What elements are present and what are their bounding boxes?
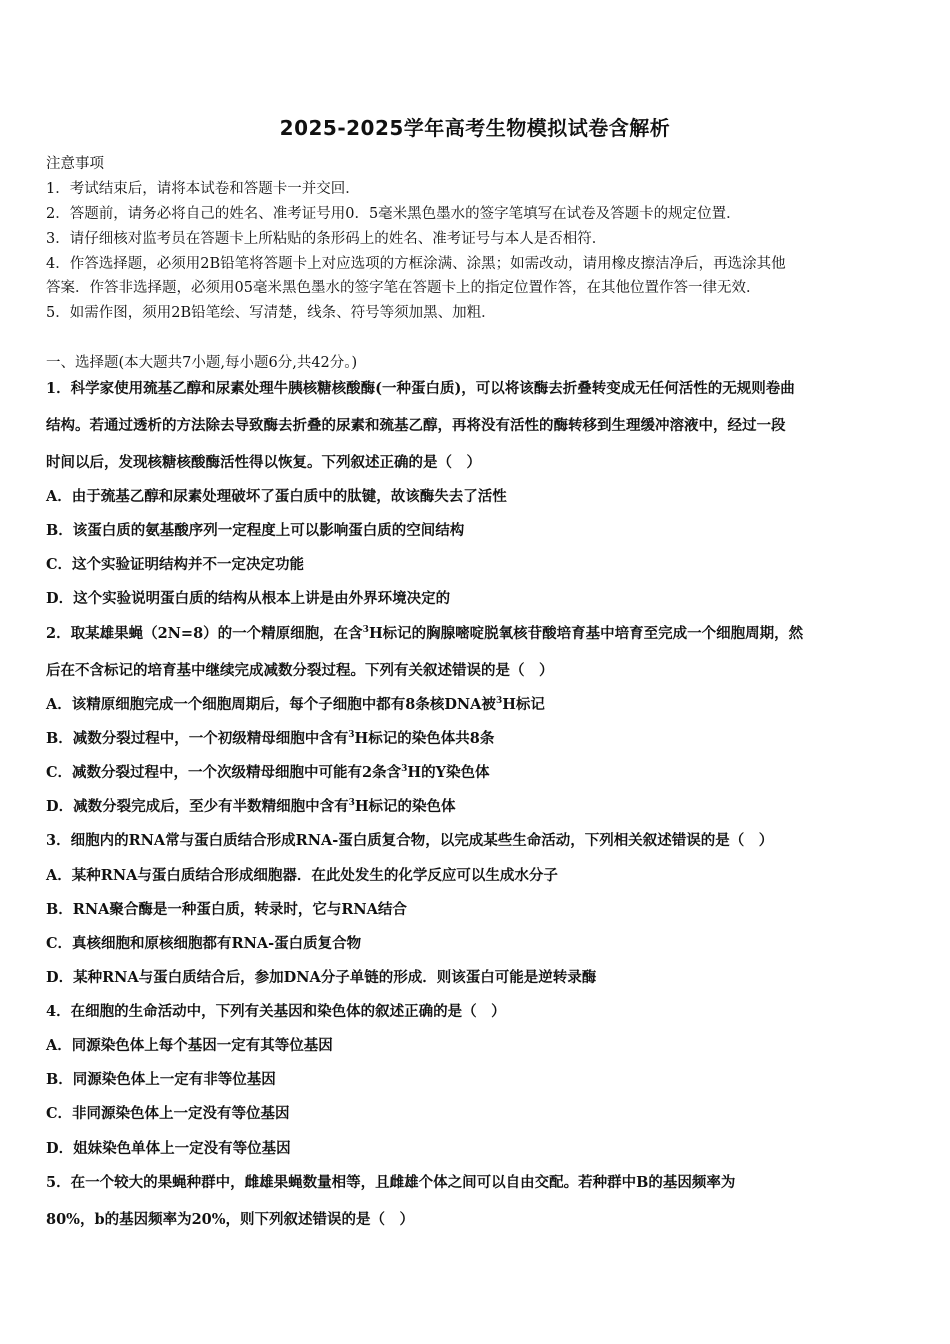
option-text: 该蛋白质的氨基酸序列一定程度上可以影响蛋白质的空间结构	[72, 522, 465, 539]
q3-stem: 3．细胞内的RNA常与蛋白质结合形成RNA-蛋白质复合物，以完成某些生命活动，下列相关叙述错误的是（ ）	[46, 832, 774, 849]
q2-option-a	[46, 693, 545, 714]
q2-stem-part-1: 2．取某雄果蝇（2N=8）的一个精原细胞，在含	[46, 625, 363, 642]
q1-option-d	[46, 587, 450, 608]
option-label: C．	[46, 1105, 73, 1122]
q1-option-c	[46, 553, 304, 574]
option-text: 这个实验证明结构并不一定决定功能	[72, 556, 305, 573]
option-text-pre: 减数分裂过程中，一个次级精母细胞中可能有2条含	[72, 764, 402, 781]
option-text-pre: 减数分裂完成后，至少有半数精细胞中含有	[73, 798, 349, 815]
q1-stem-line-3: 时间以后，发现核糖核酸酶活性得以恢复。下列叙述正确的是（ ）	[46, 454, 481, 471]
q3-option-d	[46, 966, 596, 987]
option-text: 由于巯基乙醇和尿素处理破坏了蛋白质中的肽键，故该酶失去了活性	[71, 488, 507, 505]
option-label: A．	[46, 867, 72, 884]
q4-option-b	[46, 1068, 276, 1089]
q2-option-d	[46, 795, 456, 816]
page-title: 2025-2025学年高考生物模拟试卷含解析	[279, 116, 671, 140]
option-text-post: H的Y染色体	[407, 764, 490, 781]
q1-stem-line-2: 结构。若通过透析的方法除去导致酶去折叠的尿素和巯基乙醇，再将没有活性的酶转移到生理缓冲溶液中，经过一段	[46, 417, 786, 434]
notice-item-4: 4．作答选择题，必须用2B铅笔将答题卡上对应选项的方框涂满、涂黑；如需改动，请用橡皮擦洁净后，再选涂其他	[46, 256, 786, 272]
q5-stem-line-1: 5．在一个较大的果蝇种群中，雌雄果蝇数量相等，且雌雄个体之间可以自由交配。若种群中B的基因频率为	[46, 1174, 736, 1191]
q3-option-a	[46, 864, 558, 885]
option-text: 非同源染色体上一定没有等位基因	[72, 1105, 290, 1122]
q2-stem-line-2: 后在不含标记的培育基中继续完成减数分裂过程。下列有关叙述错误的是（ ）	[46, 662, 554, 679]
q1-stem-line-1: 1．科学家使用巯基乙醇和尿素处理牛胰核糖核酸酶(一种蛋白质)，可以将该酶去折叠转变成无任何活性的无规则卷曲	[46, 380, 795, 397]
q2-stem-line-1	[46, 622, 803, 643]
option-label: B．	[46, 901, 73, 918]
notice-item-2: 2．答题前，请务必将自己的姓名、准考证号用0．5毫米黑色墨水的签字笔填写在试卷及答题卡的规定位置．	[46, 206, 741, 222]
option-label: D．	[46, 1140, 74, 1157]
option-text-post: H标记的染色体	[354, 798, 456, 815]
option-text: 同源染色体上每个基因一定有其等位基因	[71, 1037, 333, 1054]
option-superscript: 3	[348, 798, 355, 808]
notice-item-1: 1．考试结束后，请将本试卷和答题卡一并交回．	[46, 181, 360, 197]
option-text: 这个实验说明蛋白质的结构从根本上讲是由外界环境决定的	[73, 590, 451, 607]
q2-superscript: 3	[362, 625, 369, 635]
option-label: D．	[46, 969, 74, 986]
option-label: A．	[46, 488, 72, 505]
option-label: C．	[46, 764, 73, 781]
q1-option-b	[46, 519, 464, 540]
option-label: B．	[46, 522, 73, 539]
q5-stem-line-2: 80%，b的基因频率为20%，则下列叙述错误的是（ ）	[46, 1211, 415, 1228]
q2-option-b	[46, 727, 494, 748]
option-text: 真核细胞和原核细胞都有RNA-蛋白质复合物	[72, 935, 362, 952]
option-text-post: H标记的染色体共8条	[354, 730, 495, 747]
option-label: D．	[46, 798, 74, 815]
option-label: C．	[46, 935, 73, 952]
q4-option-c	[46, 1102, 290, 1123]
notice-item-4-cont: 答案．作答非选择题，必须用05毫米黑色墨水的签字笔在答题卡上的指定位置作答，在其他位置作答一律无效．	[46, 280, 761, 296]
notice-item-5: 5．如需作图，须用2B铅笔绘、写清楚，线条、符号等须加黑、加粗．	[46, 305, 496, 321]
option-text: 同源染色体上一定有非等位基因	[72, 1071, 276, 1088]
option-text-post: H标记	[502, 696, 545, 713]
option-text: 某种RNA与蛋白质结合后，参加DNA分子单链的形成．则该蛋白可能是逆转录酶	[73, 969, 597, 986]
q2-stem-part-2: H标记的胸腺嘧啶脱氧核苷酸培育基中培育至完成一个细胞周期，然	[368, 625, 804, 642]
q4-option-a	[46, 1034, 333, 1055]
option-label: D．	[46, 590, 74, 607]
option-superscript: 3	[495, 696, 503, 706]
option-text-pre: 该精原细胞完成一个细胞周期后，每个子细胞中都有8条核DNA被	[71, 696, 496, 713]
q4-option-d	[46, 1137, 291, 1158]
option-superscript: 3	[401, 764, 408, 774]
option-text: 姐妹染色单体上一定没有等位基因	[73, 1140, 291, 1157]
option-text: RNA聚合酶是一种蛋白质，转录时，它与RNA结合	[72, 901, 407, 918]
q3-option-c	[46, 932, 361, 953]
q2-option-c	[46, 761, 489, 782]
notice-item-3: 3．请仔细核对监考员在答题卡上所粘贴的条形码上的姓名、准考证号与本人是否相符．	[46, 231, 607, 247]
q3-option-b	[46, 898, 407, 919]
notice-heading: 注意事项	[46, 156, 104, 172]
q1-option-a	[46, 485, 507, 506]
option-label: A．	[46, 696, 72, 713]
q4-stem: 4．在细胞的生命活动中，下列有关基因和染色体的叙述正确的是（ ）	[46, 1003, 506, 1020]
option-superscript: 3	[348, 730, 355, 740]
option-label: A．	[46, 1037, 72, 1054]
option-label: B．	[46, 1071, 73, 1088]
option-text: 某种RNA与蛋白质结合形成细胞器．在此处发生的化学反应可以生成水分子	[71, 867, 558, 884]
section-header: 一、选择题(本大题共7小题,每小题6分,共42分。)	[46, 355, 358, 371]
option-label: C．	[46, 556, 73, 573]
option-label: B．	[46, 730, 73, 747]
option-text-pre: 减数分裂过程中，一个初级精母细胞中含有	[72, 730, 349, 747]
